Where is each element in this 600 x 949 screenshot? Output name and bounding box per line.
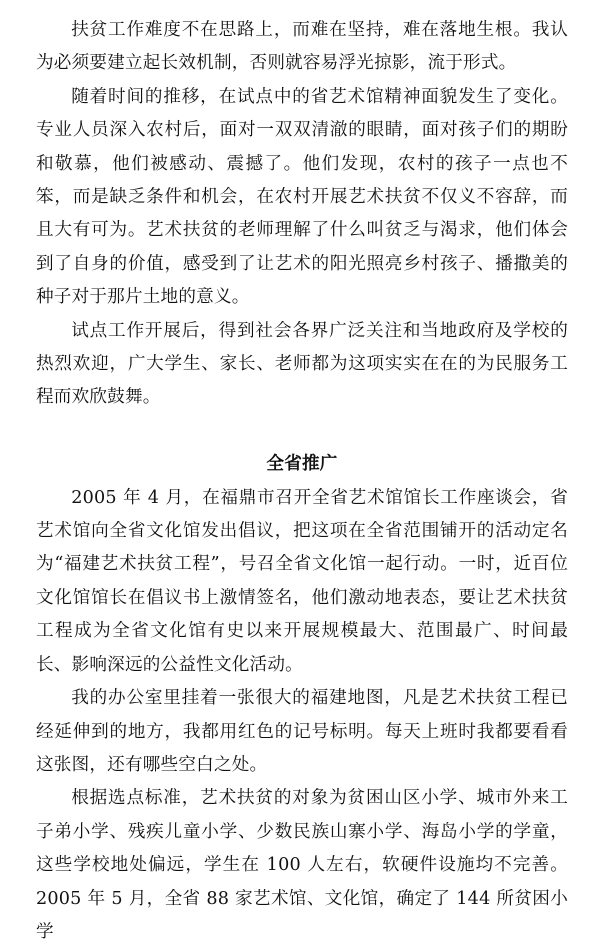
- section-heading: 全省推广: [266, 454, 338, 475]
- paragraph-changes: 随着时间的推移，在试点中的省艺术馆精神面貌发生了变化。专业人员深入农村后，面对一双双清澈的眼睛，面对孩子们的期盼和敬慕，他们被感动、震撼了。他们发现，农村的孩子一点也不笨，而是缺乏条件和机会，在农村开展艺术扶贫不仅义不容辞，而且大有可为。艺术扶贫的老师理解了什么叫贫乏与渴求，他们体会到了自身的价值，感受到了让艺术的阳光照亮乡村孩子、播撒美的种子对于那片土地的意义。: [36, 86, 568, 308]
- paragraph-map: 我的办公室里挂着一张很大的福建地图，凡是艺术扶贫工程已经延伸到的地方，我都用红色的记号标明。每天上班时我都要看看这张图，还有哪些空白之处。: [36, 688, 568, 775]
- paragraph-sustainability: 扶贫工作难度不在思路上，而难在坚持，难在落地生根。我认为必须要建立起长效机制，否则就容易浮光掠影，流于形式。: [36, 20, 568, 74]
- paragraph-meeting: 2005 年 4 月，在福鼎市召开全省艺术馆馆长工作座谈会，省艺术馆向全省文化馆发出倡议，把这项在全省范围铺开的活动定名为“福建艺术扶贫工程”，号召全省文化馆一起行动。一时，近百位文化馆馆长在倡议书上激情签名，他们激动地表态，要让艺术扶贫工程成为全省文化馆有史以来开展规模最大、范围最广、时间最长、影响深远的公益性文化活动。: [36, 487, 568, 675]
- paragraph-welcome: 试点工作开展后，得到社会各界广泛关注和当地政府及学校的热烈欢迎，广大学生、家长、老师都为这项实实在在的为民服务工程而欢欣鼓舞。: [36, 320, 568, 408]
- book-page: [36, 14, 568, 949]
- section-spacer: [36, 415, 568, 448]
- paragraph-selection: 根据选点标准，艺术扶贫的对象为贫困山区小学、城市外来工子弟小学、残疾儿童小学、少数民族山寨小学、海岛小学的学童，这些学校地处偏远，学生在 100 人左右，软硬件设施均不完善。2005 年 5 月，全省 88 家艺术馆、文化馆，确定了 144 所贫困小学: [36, 788, 568, 942]
